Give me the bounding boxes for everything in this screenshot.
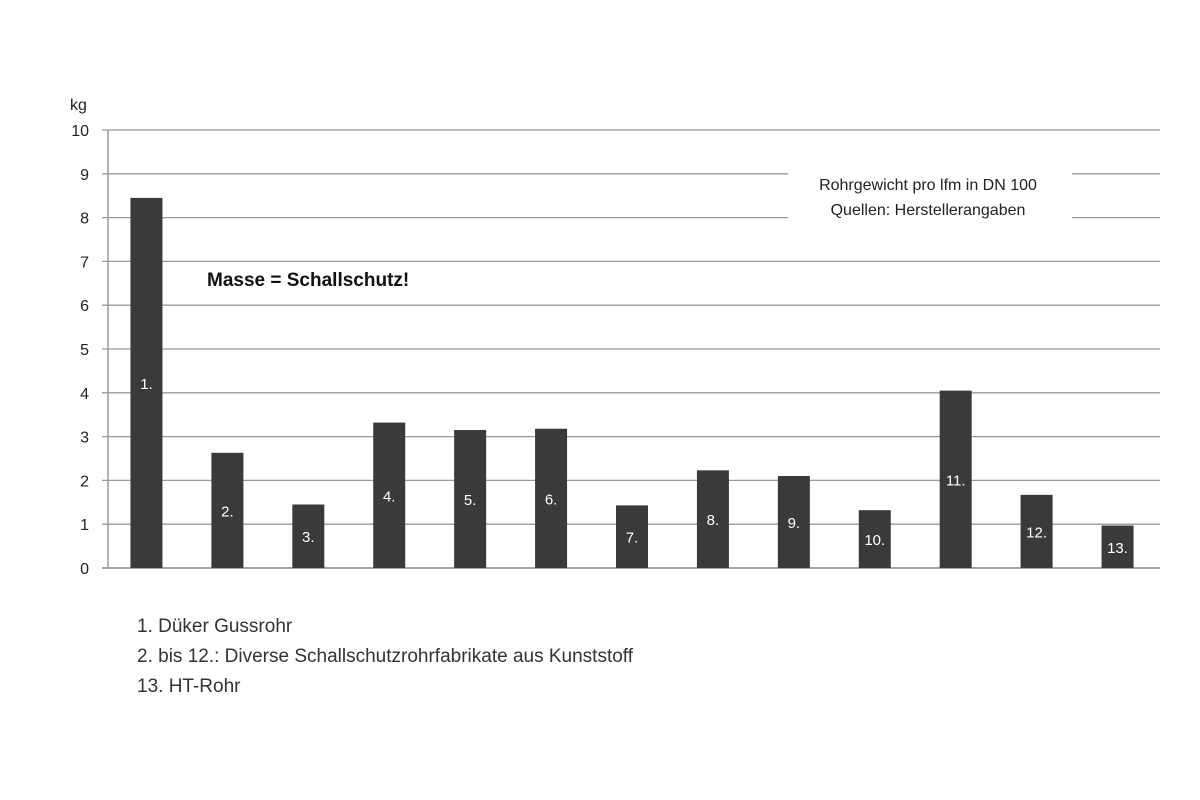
y-tick-label: 5	[80, 342, 89, 359]
bar-label: 7.	[625, 529, 639, 547]
bar-labels	[140, 376, 1128, 557]
y-tick-label: 8	[80, 210, 89, 228]
y-tick-label: 2	[80, 473, 89, 491]
y-tick-label: 7	[80, 254, 89, 272]
y-tick-label: 1	[80, 517, 89, 535]
y-tick-label: 6	[80, 298, 89, 316]
headline: Masse = Schallschutz!	[207, 270, 410, 291]
bar-label: 12.	[1026, 524, 1048, 542]
bars	[130, 198, 1133, 568]
y-tick-label: 4	[80, 385, 89, 403]
annotation-line-1: Rohrgewicht pro lfm in DN 100	[819, 177, 1037, 194]
legend	[137, 612, 633, 702]
y-tick-label: 0	[80, 561, 89, 578]
bar-label: 3.	[302, 529, 315, 547]
bar-label: 10.	[864, 532, 886, 550]
legend-line-3: 13. HT-Rohr	[137, 676, 241, 697]
y-tick-label: 3	[80, 429, 89, 447]
y-axis-unit: kg	[70, 97, 87, 114]
annotation-line-2: Quellen: Herstellerangaben	[830, 202, 1026, 219]
bar-label: 13.	[1107, 539, 1128, 557]
legend-line-2: 2. bis 12.: Diverse Schallschutzrohrfabrikate aus Kunststoff	[137, 646, 634, 667]
bar-label: 2.	[221, 503, 234, 521]
bar-label: 8.	[706, 512, 720, 530]
y-tick-label: 9	[80, 166, 89, 184]
bar-label: 1.	[140, 375, 153, 393]
bar-label: 11.	[945, 472, 966, 490]
bar-label: 5.	[463, 492, 477, 510]
legend-line-1: 1. Düker Gussrohr	[137, 616, 293, 637]
y-tick-labels	[71, 123, 89, 578]
y-tick-label: 10	[71, 123, 89, 140]
bar-label: 6.	[544, 491, 558, 509]
bar-label: 9.	[787, 515, 801, 533]
bar-label: 4.	[382, 488, 396, 506]
